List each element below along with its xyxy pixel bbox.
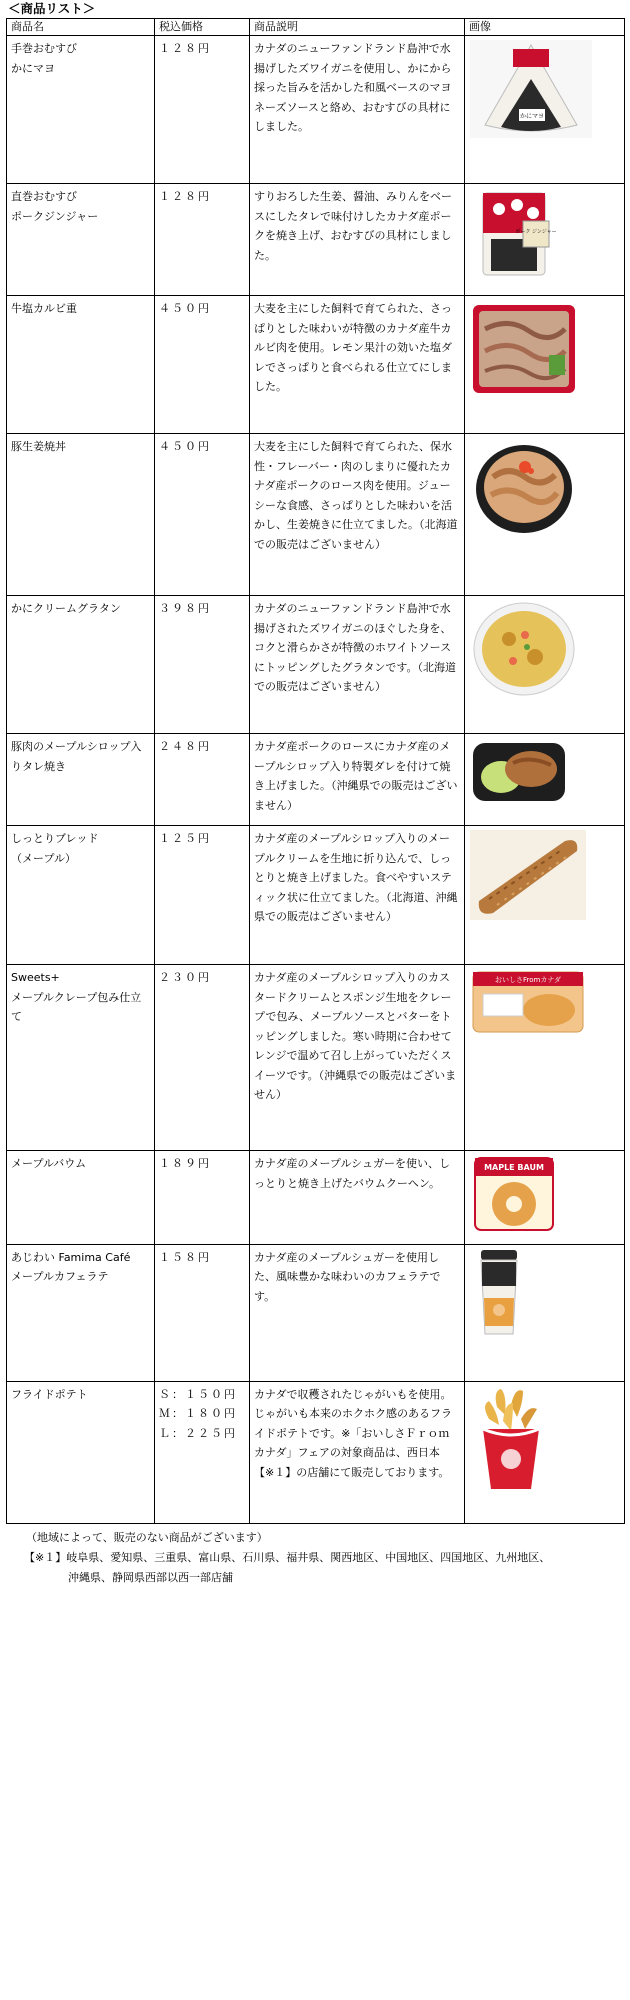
- header-price: 税込価格: [155, 19, 250, 36]
- product-image-cell: [465, 296, 625, 434]
- product-price: １５８円: [159, 1250, 211, 1264]
- product-desc: 大麦を主にした飼料で育てられた、保水性・フレーバー・肉のしまりに優れたカナダ産ポークのロース肉を使用。ジューシーな食感、さっぱりとした味わいを活かし、生姜焼きに仕立てました。（北海道での販売はございません）: [250, 434, 465, 596]
- notes: [6, 1528, 626, 1588]
- gratin-image: [469, 599, 579, 699]
- product-desc: カナダのニューファンドランド島沖で水揚げされたズワイガニのほぐした身を、コクと滑らかさが特徴のホワイトソースにトッピングしたグラタンです。（北海道での販売はございません）: [250, 596, 465, 734]
- product-price-cell: [155, 826, 250, 965]
- product-desc: カナダ産のメープルシュガーを使い、しっとりと焼き上げたバウムクーヘン。: [250, 1151, 465, 1245]
- product-image-cell: [465, 826, 625, 965]
- product-name: メープルクレープ包み仕立て: [11, 990, 142, 1023]
- product-name-cell: [7, 1381, 155, 1523]
- product-price: １８９円: [159, 1157, 211, 1170]
- table-row: [7, 36, 625, 184]
- product-price: ４５０円: [159, 302, 211, 315]
- product-desc: カナダ産のメープルシロップ入りのメープルクリームを生地に折り込んで、しっとりと焼き上げました。食べやすいスティック状に仕立てました。（北海道、沖縄県での販売はございません）: [250, 826, 465, 965]
- table-row: [7, 296, 625, 434]
- product-name-cell: [7, 1244, 155, 1381]
- fried-potato-image: [469, 1385, 553, 1495]
- product-price: ２４８円: [159, 740, 211, 753]
- maple-pork-image: [469, 737, 569, 807]
- footnote-continued: 沖縄県、静岡県西部以西一部店舗: [68, 1570, 233, 1584]
- ginger-label: ポーク ジンジャー: [515, 229, 557, 235]
- product-price: ２３０円: [159, 971, 211, 984]
- product-image-cell: [465, 36, 625, 184]
- product-desc: すりおろした生姜、醤油、みりんをベースにしたタレで味付けしたカナダ産ポークを焼き上げ、おむすびの具材にしました。: [250, 184, 465, 296]
- product-name-cell: [7, 434, 155, 596]
- product-image-cell: [465, 965, 625, 1151]
- product-name: 牛塩カルビ重: [11, 302, 77, 315]
- product-price: １２８円: [159, 190, 211, 203]
- table-row: [7, 434, 625, 596]
- product-price-cell: [155, 734, 250, 826]
- table-row: [7, 1381, 625, 1523]
- product-image-cell: [465, 1244, 625, 1381]
- product-name-cell: [7, 1151, 155, 1245]
- product-price: Ｌ：２２５円: [159, 1426, 237, 1440]
- product-price-cell: [155, 965, 250, 1151]
- region-note: （地域によって、販売のない商品がございます）: [26, 1530, 268, 1544]
- onigiri-kanimayo-image: [469, 39, 593, 139]
- product-name-cell: [7, 734, 155, 826]
- product-price-cell: [155, 296, 250, 434]
- table-row: [7, 1151, 625, 1245]
- shogayaki-don-image: [469, 437, 579, 537]
- product-name: あじわい Famima Café: [11, 1250, 131, 1264]
- product-name-cell: [7, 184, 155, 296]
- product-name: しっとりブレッド: [11, 832, 99, 845]
- product-name: Sweets+: [11, 971, 60, 984]
- product-price-cell: [155, 434, 250, 596]
- product-price: Ｓ：１５０円: [159, 1387, 237, 1401]
- table-row: [7, 184, 625, 296]
- product-desc: カナダ産のメープルシロップ入りのカスタードクリームとスポンジ生地をクレープで包み、メープルソースとバターをトッピングしました。寒い時期に合わせてレンジで温めて召し上がっていただくスイーツです。（沖縄県での販売はございません）: [250, 965, 465, 1151]
- product-name: （メープル）: [11, 851, 77, 865]
- bread-image: [469, 829, 587, 921]
- product-desc: カナダ産のメープルシュガーを使用した、風味豊かな味わいのカフェラテです。: [250, 1244, 465, 1381]
- onigiri-pork-ginger-image: [469, 187, 559, 281]
- product-name: かにマヨ: [11, 61, 55, 75]
- product-price-cell: [155, 1381, 250, 1523]
- product-price: １２８円: [159, 42, 211, 55]
- product-price: １２５円: [159, 832, 211, 845]
- product-price: ３９８円: [159, 602, 211, 615]
- product-image-cell: [465, 1151, 625, 1245]
- header-row: [7, 19, 625, 36]
- product-name-cell: [7, 596, 155, 734]
- header-name: 商品名: [7, 19, 155, 36]
- product-name: 手巻おむすび: [11, 42, 77, 55]
- product-price-cell: [155, 184, 250, 296]
- product-desc: カナダで収穫されたじゃがいもを使用。じゃがいも本来のホクホク感のあるフライドポテトです。※「おいしさＦｒｏｍカナダ」フェアの対象商品は、西日本【※１】の店舗にて販売しております。: [250, 1381, 465, 1523]
- table-row: [7, 826, 625, 965]
- crepe-image: [469, 968, 587, 1036]
- product-name: フライドポテト: [11, 1387, 88, 1401]
- table-row: [7, 734, 625, 826]
- product-name: 豚肉のメープルシロップ入りタレ焼き: [11, 740, 142, 773]
- product-name: メープルカフェラテ: [11, 1270, 109, 1283]
- product-name-cell: [7, 36, 155, 184]
- product-price-cell: [155, 1151, 250, 1245]
- cafe-latte-image: [469, 1248, 529, 1338]
- product-name-cell: [7, 296, 155, 434]
- product-name: 豚生姜焼丼: [11, 440, 66, 453]
- table-row: [7, 1244, 625, 1381]
- product-price-cell: [155, 36, 250, 184]
- header-image: 画像: [465, 19, 625, 36]
- product-price-cell: [155, 596, 250, 734]
- product-price-cell: [155, 1244, 250, 1381]
- product-name: かにクリームグラタン: [11, 602, 121, 615]
- product-table: [6, 18, 625, 1524]
- baum-label: MAPLE BAUM: [484, 1163, 544, 1172]
- product-name-cell: [7, 826, 155, 965]
- product-image-cell: [465, 434, 625, 596]
- product-name: 直巻おむすび: [11, 190, 77, 203]
- product-image-cell: [465, 596, 625, 734]
- product-desc: カナダのニューファンドランド島沖で水揚げしたズワイガニを使用し、かにから採った旨みを活かした和風ベースのマヨネーズソースと絡め、おむすびの具材にしました。: [250, 36, 465, 184]
- product-price: Ｍ：１８０円: [159, 1407, 237, 1420]
- maple-baum-image: [469, 1154, 559, 1234]
- page: [6, 0, 626, 1588]
- product-name: メープルバウム: [11, 1157, 87, 1170]
- product-name: ポークジンジャー: [11, 209, 99, 223]
- product-image-cell: [465, 1381, 625, 1523]
- product-price: ４５０円: [159, 440, 211, 453]
- kanimayo-label: かにマヨ: [519, 113, 545, 120]
- header-desc: 商品説明: [250, 19, 465, 36]
- product-name-cell: [7, 965, 155, 1151]
- product-desc: 大麦を主にした飼料で育てられた、さっぱりとした味わいが特徴のカナダ産牛カルビ肉を使用。レモン果汁の効いた塩ダレでさっぱりと食べられる仕立てにしました。: [250, 296, 465, 434]
- table-row: [7, 965, 625, 1151]
- product-desc: カナダ産ポークのロースにカナダ産のメープルシロップ入り特製ダレを付けて焼き上げました。（沖縄県での販売はございません）: [250, 734, 465, 826]
- karubi-bento-image: [469, 299, 579, 399]
- footnote: 【※１】岐阜県、愛知県、三重県、富山県、石川県、福井県、関西地区、中国地区、四国地区、九州地区、: [24, 1550, 551, 1564]
- product-image-cell: [465, 184, 625, 296]
- list-title: ＜商品リスト＞: [8, 1, 96, 16]
- table-row: [7, 596, 625, 734]
- crepe-label: おいしさFromカナダ: [495, 976, 561, 984]
- product-image-cell: [465, 734, 625, 826]
